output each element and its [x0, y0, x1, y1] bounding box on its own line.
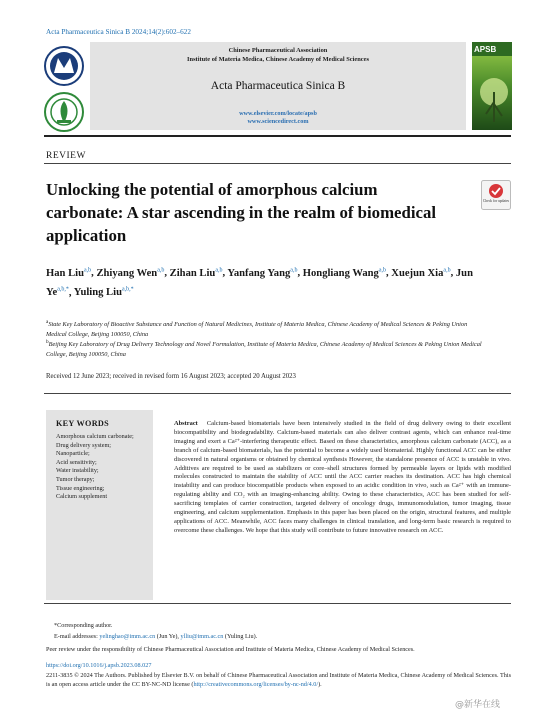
- keyword-item: Acid sensitivity;: [56, 458, 97, 466]
- keyword-item: Amorphous calcium carbonate;: [56, 433, 134, 440]
- section-label: REVIEW: [46, 151, 86, 161]
- author[interactable]: Zhiyang Wen$^{a,b}$: [96, 267, 165, 279]
- journal-url-1[interactable]: www.elsevier.com/locate/apsb: [239, 110, 317, 117]
- keyword-item: Tissue engineering;: [56, 484, 105, 492]
- peer-review-note: Peer review under the responsibility of Chinese Pharmaceutical Association and Institute of Materia Medica, Chinese Academy of Medical Sciences.: [46, 646, 415, 653]
- journal-url-2[interactable]: www.sciencedirect.com: [247, 118, 309, 125]
- journal-name: Acta Pharmaceutica Sinica B: [210, 80, 346, 92]
- article-title: Unlocking the potential of amorphous calcium carbonate: A star ascending in the realm of biomedical application: [46, 180, 436, 245]
- abstract: [174, 420, 511, 536]
- citation-line: Acta Pharmaceutica Sinica B 2024;14(2):602–622: [46, 28, 191, 36]
- author[interactable]: Jun $Ye^{a,b,*}$: [46, 267, 473, 299]
- institute-logo-icon: [44, 92, 84, 132]
- keywords-heading: KEY WORDS: [56, 419, 109, 428]
- keyword-item: Tumor therapy;: [56, 475, 95, 483]
- copyright-note: 2211-3835 © 2024 The Authors. Published by Elsevier B.V. on behalf of Chinese Pharmaceutical Association and Institute of Materia Medica, Chinese Academy of Medical Sciences. This is an open access article under the CC BY-NC-ND license (http://creativecommons.org/licenses/by-nc-nd/4.0/).: [46, 672, 511, 688]
- org-line-1: Chinese Pharmaceutical Association: [228, 47, 328, 54]
- section-rule: [44, 163, 511, 164]
- corresponding-note: *Corresponding author.: [54, 622, 113, 629]
- author[interactable]: Hongliang Wang$^{a,b}$: [302, 267, 386, 279]
- email-link[interactable]: yelinghao@imm.ac.cn: [99, 633, 156, 640]
- keywords-list: [56, 433, 151, 502]
- author[interactable]: Han Liu$^{a,b}$: [46, 267, 92, 279]
- keyword-item: Water instability;: [56, 467, 99, 475]
- author[interactable]: Yuling Liu$^{a,b,*}$: [73, 286, 134, 299]
- email-line: E-mail addresses: yelinghao@imm.ac.cn (Jun Ye), ylliu@imm.ac.cn (Yuling Liu).: [54, 633, 258, 640]
- received-dates: Received 12 June 2023; received in revised form 16 August 2023; accepted 20 August 2023: [46, 373, 296, 380]
- association-logo-icon: [44, 46, 84, 86]
- watermark: @新华在线: [455, 700, 501, 710]
- keyword-item: Drug delivery system;: [56, 441, 111, 449]
- license-link[interactable]: http://creativecommons.org/licenses/by-nc-nd/4.0/: [193, 680, 319, 688]
- author[interactable]: Xuejun Xia$^{a,b}$: [391, 267, 451, 279]
- org-line-2: Institute of Materia Medica, Chinese Academy of Medical Sciences: [187, 56, 369, 63]
- abstract-text: Calcium-based biomaterials have been intensively studied in the field of drug delivery owing to their excellent biocompatibility and biodegradability. Calcium-based materials can also deliver contrast agents, which can enhance real-time imaging and exert a Ca²⁺-interfering therapeutic effect. Based on these characteristics, amorphous calcium carbonate (ACC), as a branch of calcium-based biomaterials, has the potential to become a widely used biomaterial. Highly functional ACC can be either discovered in natural organisms or obtained by chemical synthesis However, the standalone presence of ACC is unstable in vivo. Additives are required to be used as stabilizers or core–shell structures formed by permeable layers or lipids with modified molecules constructed to maintain the stability of ACC until the ACC carrier reaches its destination. ACC has high chemical instability and can produce biocompatible products when exposed to an acidic condition in vivo, such as Ca²⁺ with an immune-regulating ability and CO₂ with an imaging-enhancing ability. Owing to these characteristics, ACC has been studied for self-sacrificing templates of carrier construction, targeted delivery of oncology drugs, immunomodulation, tumor imaging, tissue engineering, and calcium supplementation. Emphasis in this paper has been placed on the origin, structural features, and multiple applications of ACC. Meanwhile, ACC faces many challenges in clinical translation, and long-term basic research is required to overcome these challenges. We hope that this study will contribute to future innovative research on ACC.: [174, 420, 512, 534]
- journal-cover-image: [472, 42, 512, 130]
- divider: [44, 393, 511, 394]
- footer-rule: [44, 603, 511, 604]
- affiliation: $^a$State Key Laboratory of Bioactive Substance and Function of Natural Medicines, Institute of Materia Medica, Chinese Academy of Medical Sciences & Peking Union Medical College, Beijing 100050, China: [46, 319, 468, 339]
- author-list: Han Liu$^{a,b}$, Zhiyang Wen$^{a,b}$, Zihan Liu$^{a,b}$, Yanfang Yang$^{a,b}$, Hongliang Wang$^{a,b}$, Xuejun Xia$^{a,b}$, Jun $Ye^{a,b,*}$, Yuling Liu$^{a,b,*}$: [46, 267, 473, 299]
- email-link[interactable]: ylliu@imm.ac.cn: [180, 633, 224, 640]
- check-for-updates-icon[interactable]: [481, 180, 511, 210]
- abstract-label: Abstract: [174, 420, 198, 427]
- check-for-updates-label: Check for updates: [482, 199, 510, 203]
- affiliation: $^b$Beijing Key Laboratory of Drug Delivery Technology and Novel Formulation, Institute of Materia Medica, Chinese Academy of Medical Sciences & Peking Union Medical College, Beijing 100050, China: [46, 339, 482, 359]
- keyword-item: Calcium supplement: [56, 493, 108, 501]
- keyword-item: Nanoparticle;: [56, 450, 90, 458]
- author[interactable]: Yanfang Yang$^{a,b}$: [227, 267, 298, 279]
- header-rule: [44, 135, 511, 137]
- doi-link[interactable]: https://doi.org/10.1016/j.apsb.2023.08.027: [46, 662, 152, 669]
- author[interactable]: Zihan Liu$^{a,b}$: [169, 267, 223, 279]
- cover-label: APSB: [474, 45, 497, 54]
